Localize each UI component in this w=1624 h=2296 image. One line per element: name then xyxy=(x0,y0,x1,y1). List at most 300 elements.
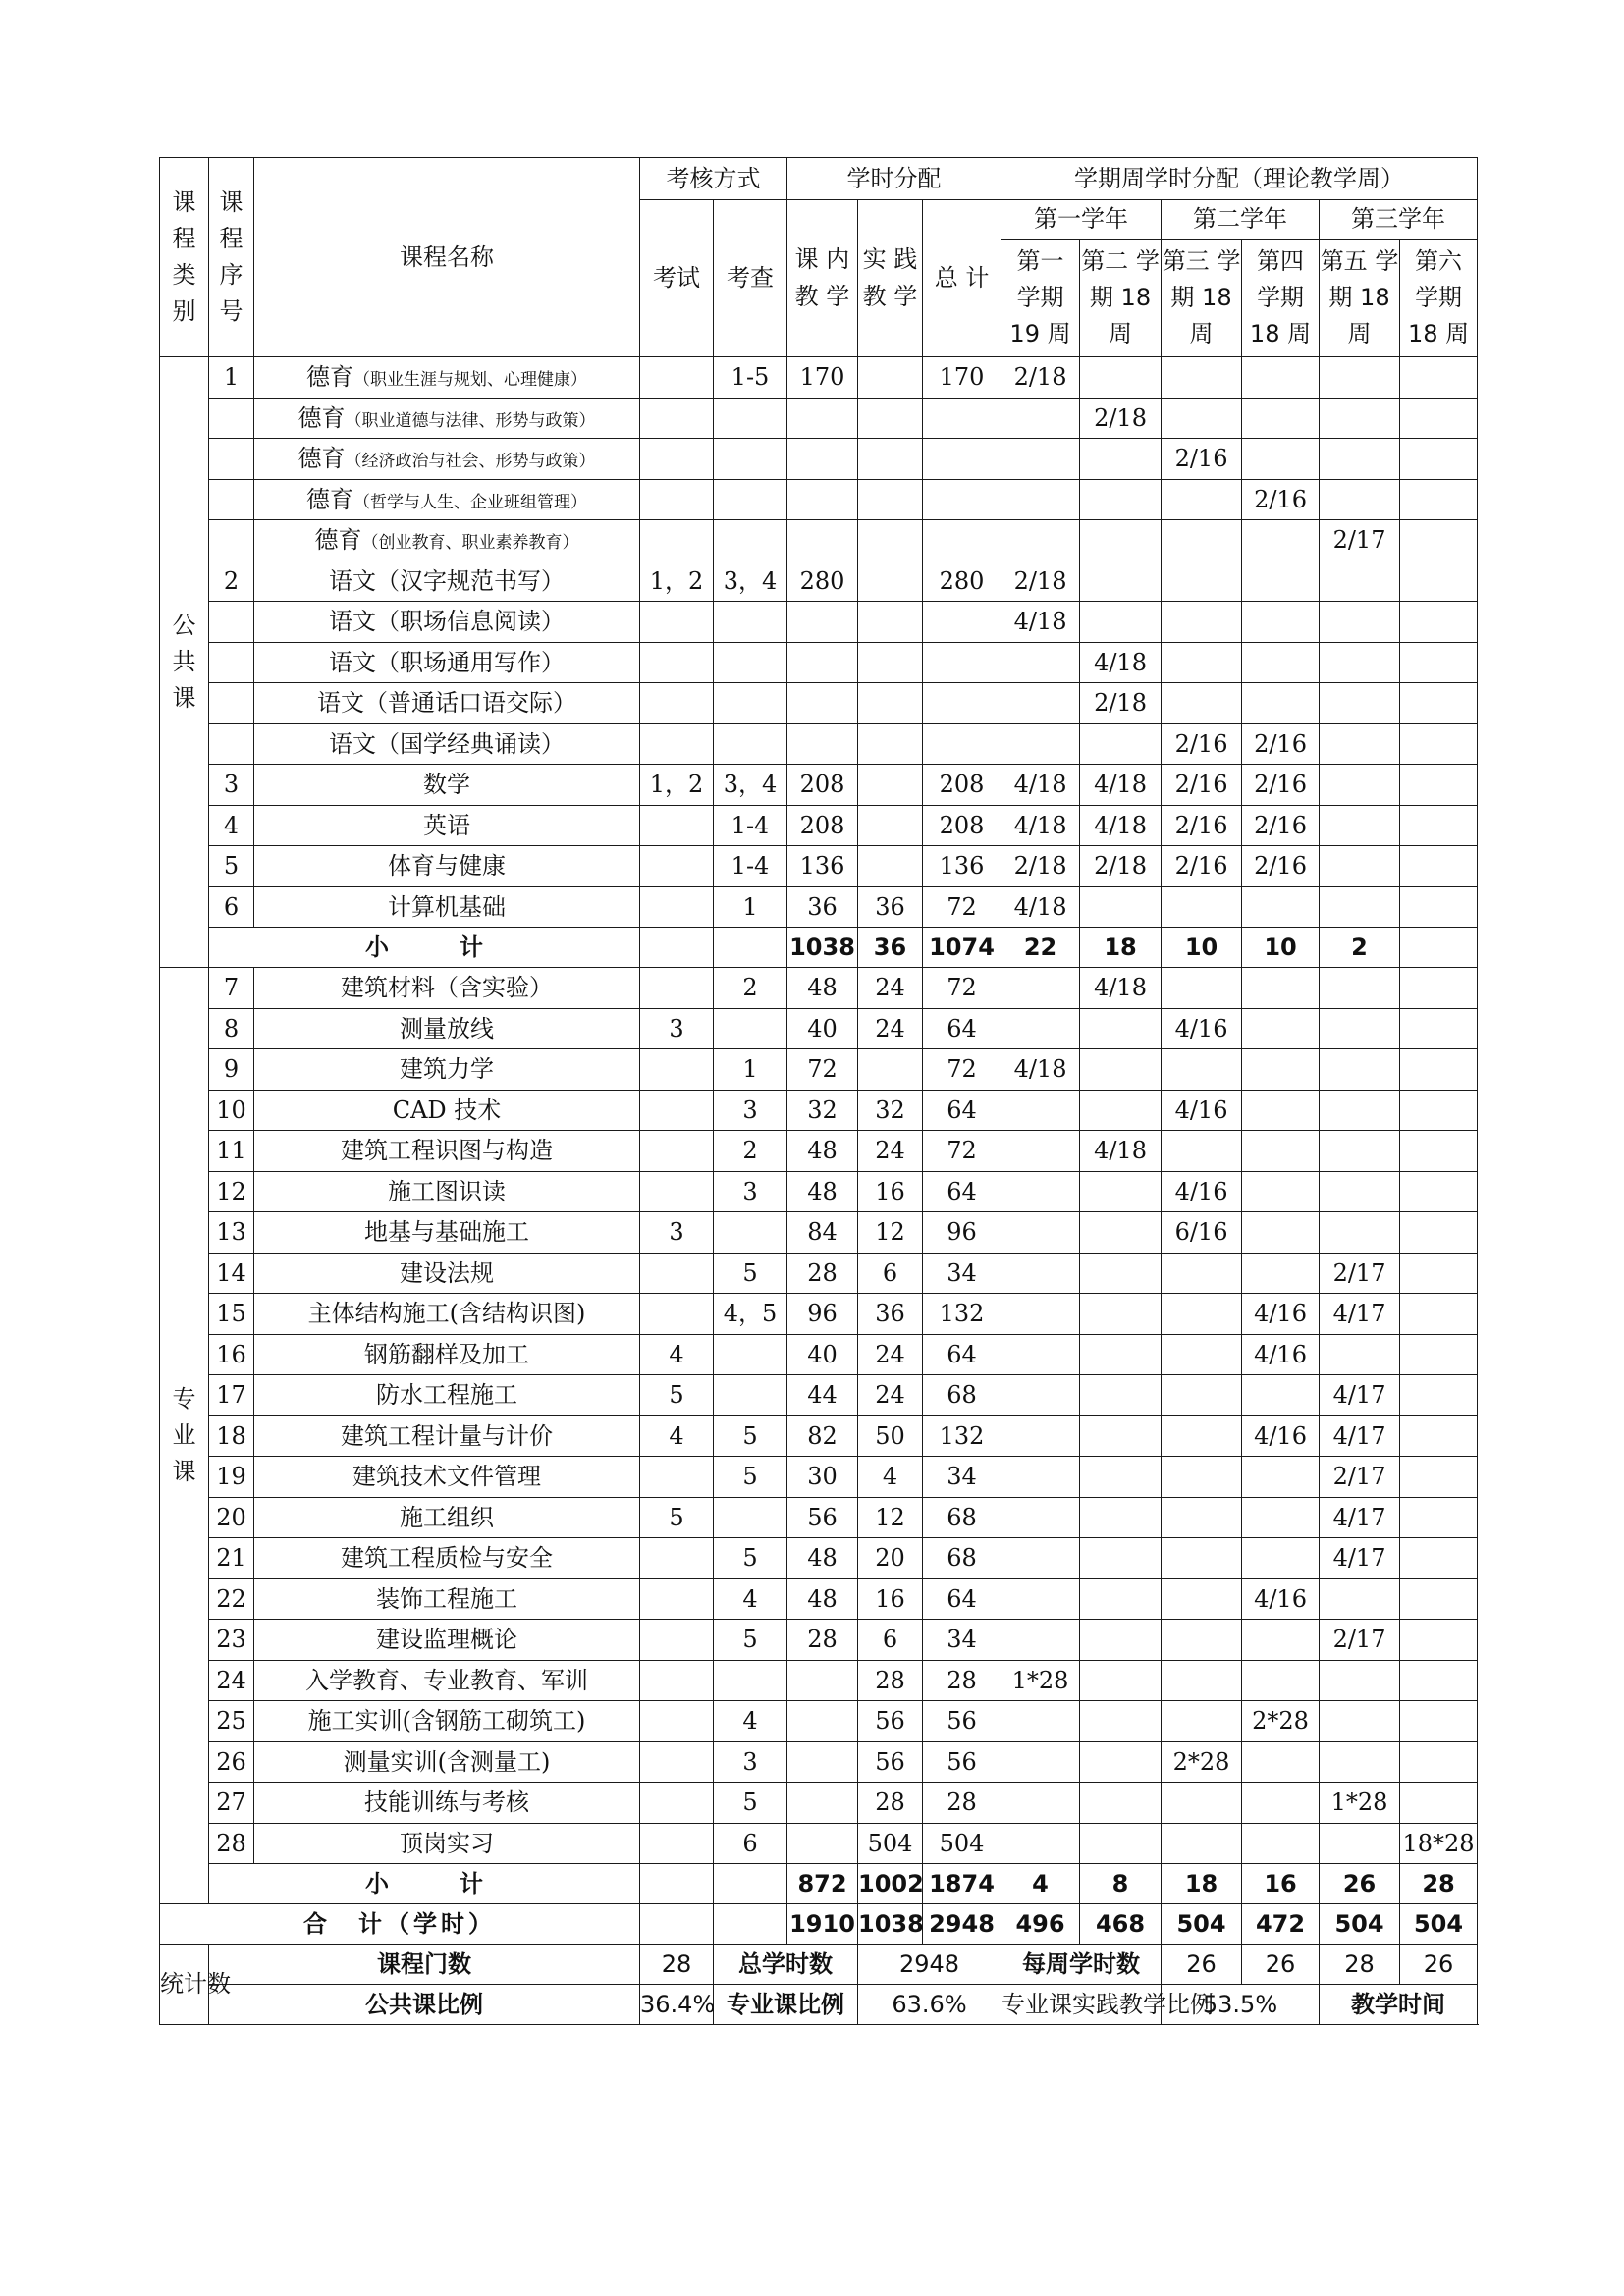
exam-term xyxy=(640,968,714,1009)
term-4-hours: 2/16 xyxy=(1242,846,1320,887)
subtotal-exam xyxy=(640,928,714,968)
practice-hours xyxy=(858,398,923,439)
term-3-hours xyxy=(1162,1823,1242,1864)
term-2-hours: 4/18 xyxy=(1080,805,1162,846)
weekly-hours-term-3: 28 xyxy=(1320,1945,1400,1985)
table-row xyxy=(160,1334,1478,1375)
stats-row-2 xyxy=(160,1985,1478,2025)
exam-term xyxy=(640,1823,714,1864)
exam-term xyxy=(640,1131,714,1172)
term-3-hours: 2/16 xyxy=(1162,723,1242,765)
subtotal-exam xyxy=(640,1864,714,1904)
course-name-main: 建筑工程识图与构造 xyxy=(341,1137,553,1165)
term-3-hours xyxy=(1162,642,1242,683)
total-hours: 170 xyxy=(923,357,1001,399)
course-name-main: 建设法规 xyxy=(400,1258,494,1287)
practice-hours xyxy=(858,683,923,724)
term-6-hours xyxy=(1400,723,1478,765)
term-1-hours xyxy=(1001,642,1080,683)
grand-total-term-6: 504 xyxy=(1400,1904,1478,1945)
check-term: 4 xyxy=(714,1701,787,1742)
course-name xyxy=(254,1538,640,1579)
term-1-hours xyxy=(1001,1294,1080,1335)
course-name xyxy=(254,1415,640,1457)
term-4-hours: 2/16 xyxy=(1242,723,1320,765)
term-2-hours: 4/18 xyxy=(1080,968,1162,1009)
exam-term xyxy=(640,520,714,561)
grand-total-row xyxy=(160,1904,1478,1945)
course-seq xyxy=(209,439,254,480)
practice-hours xyxy=(858,1049,923,1091)
term-6-hours xyxy=(1400,1212,1478,1254)
subtotal-term-5: 26 xyxy=(1320,1864,1400,1904)
table-row xyxy=(160,1660,1478,1701)
practice-hours: 24 xyxy=(858,1334,923,1375)
course-name-main: 建设监理概论 xyxy=(376,1626,517,1654)
term-1-hours: 4/18 xyxy=(1001,765,1080,806)
term-2-hours xyxy=(1080,1415,1162,1457)
course-name xyxy=(254,1823,640,1864)
term-2-hours xyxy=(1080,1294,1162,1335)
course-name xyxy=(254,439,640,480)
in-class-hours: 28 xyxy=(787,1620,858,1661)
practice-hours: 12 xyxy=(858,1212,923,1254)
total-hours: 132 xyxy=(923,1294,1001,1335)
exam-term xyxy=(640,683,714,724)
header-year-1: 第一学年 xyxy=(1001,200,1162,240)
term-6-hours xyxy=(1400,1090,1478,1131)
term-2-hours xyxy=(1080,1578,1162,1620)
header-term-2: 第二 学期 18 周 xyxy=(1080,240,1162,357)
table-row xyxy=(160,805,1478,846)
course-name xyxy=(254,1294,640,1335)
course-name-main: 钢筋翻样及加工 xyxy=(364,1340,529,1368)
term-3-hours: 2/16 xyxy=(1162,846,1242,887)
term-4-hours xyxy=(1242,1538,1320,1579)
term-4-hours xyxy=(1242,439,1320,480)
term-5-hours xyxy=(1320,642,1400,683)
term-5-hours xyxy=(1320,886,1400,928)
term-6-hours xyxy=(1400,1660,1478,1701)
check-term xyxy=(714,520,787,561)
course-name xyxy=(254,968,640,1009)
total-hours: 34 xyxy=(923,1253,1001,1294)
term-4-hours: 2/16 xyxy=(1242,805,1320,846)
term-6-hours xyxy=(1400,1253,1478,1294)
practice-hours: 28 xyxy=(858,1783,923,1824)
course-seq xyxy=(209,602,254,643)
subtotal-term-4: 10 xyxy=(1242,928,1320,968)
term-3-hours xyxy=(1162,520,1242,561)
header-hours-alloc: 学时分配 xyxy=(787,158,1001,200)
term-6-hours xyxy=(1400,357,1478,399)
term-3-hours: 4/16 xyxy=(1162,1090,1242,1131)
course-name xyxy=(254,1375,640,1416)
term-2-hours xyxy=(1080,1701,1162,1742)
exam-term xyxy=(640,398,714,439)
term-1-hours: 4/18 xyxy=(1001,1049,1080,1091)
term-3-hours: 2/16 xyxy=(1162,805,1242,846)
term-5-hours xyxy=(1320,357,1400,399)
course-seq: 19 xyxy=(209,1457,254,1498)
subtotal-check xyxy=(714,1864,787,1904)
course-name-main: 英语 xyxy=(423,811,470,839)
term-6-hours xyxy=(1400,1171,1478,1212)
subtotal-practice: 36 xyxy=(858,928,923,968)
course-seq xyxy=(209,683,254,724)
grand-total-term-4: 472 xyxy=(1242,1904,1320,1945)
total-hours xyxy=(923,398,1001,439)
practice-hours: 56 xyxy=(858,1701,923,1742)
subtotal-term-1: 4 xyxy=(1001,1864,1080,1904)
term-6-hours xyxy=(1400,1538,1478,1579)
term-5-hours xyxy=(1320,805,1400,846)
check-term: 4 xyxy=(714,1578,787,1620)
table-row xyxy=(160,1008,1478,1049)
term-2-hours xyxy=(1080,1741,1162,1783)
term-6-hours xyxy=(1400,602,1478,643)
practice-hours xyxy=(858,561,923,602)
header-seq: 课 程 序 号 xyxy=(209,158,254,357)
course-name xyxy=(254,1212,640,1254)
in-class-hours: 36 xyxy=(787,886,858,928)
practice-hours: 20 xyxy=(858,1538,923,1579)
course-seq: 4 xyxy=(209,805,254,846)
course-name-detail: （职业道德与法律、形势与政策） xyxy=(345,410,596,431)
course-name xyxy=(254,642,640,683)
in-class-hours xyxy=(787,398,858,439)
course-name xyxy=(254,561,640,602)
in-class-hours xyxy=(787,1660,858,1701)
course-name-main: 语文（普通话口语交际） xyxy=(317,689,576,718)
term-6-hours xyxy=(1400,1578,1478,1620)
term-2-hours xyxy=(1080,723,1162,765)
total-hours: 280 xyxy=(923,561,1001,602)
term-5-hours: 1*28 xyxy=(1320,1783,1400,1824)
term-1-hours xyxy=(1001,1415,1080,1457)
term-5-hours xyxy=(1320,765,1400,806)
term-5-hours xyxy=(1320,439,1400,480)
in-class-hours: 56 xyxy=(787,1497,858,1538)
course-name xyxy=(254,1253,640,1294)
major-ratio-value: 63.6% xyxy=(858,1985,1001,2025)
course-seq: 5 xyxy=(209,846,254,887)
practice-hours: 4 xyxy=(858,1457,923,1498)
term-4-hours: 4/16 xyxy=(1242,1334,1320,1375)
term-3-hours: 2*28 xyxy=(1162,1741,1242,1783)
course-seq: 11 xyxy=(209,1131,254,1172)
practice-hours: 6 xyxy=(858,1620,923,1661)
term-1-hours xyxy=(1001,683,1080,724)
total-hours: 72 xyxy=(923,968,1001,1009)
term-1-hours xyxy=(1001,1701,1080,1742)
term-3-hours xyxy=(1162,968,1242,1009)
term-6-hours xyxy=(1400,561,1478,602)
table-row xyxy=(160,1090,1478,1131)
term-1-hours: 2/18 xyxy=(1001,846,1080,887)
subtotal-check xyxy=(714,928,787,968)
term-5-hours xyxy=(1320,846,1400,887)
course-seq: 14 xyxy=(209,1253,254,1294)
check-term: 3 xyxy=(714,1090,787,1131)
term-5-hours: 4/17 xyxy=(1320,1294,1400,1335)
practice-hours xyxy=(858,602,923,643)
table-row xyxy=(160,1741,1478,1783)
term-1-hours xyxy=(1001,479,1080,520)
term-1-hours xyxy=(1001,1090,1080,1131)
course-seq: 28 xyxy=(209,1823,254,1864)
term-6-hours xyxy=(1400,520,1478,561)
course-name-main: 施工组织 xyxy=(400,1503,494,1531)
term-5-hours xyxy=(1320,723,1400,765)
term-6-hours xyxy=(1400,1741,1478,1783)
table-row xyxy=(160,1620,1478,1661)
term-6-hours xyxy=(1400,683,1478,724)
table-row xyxy=(160,968,1478,1009)
term-5-hours xyxy=(1320,398,1400,439)
course-seq xyxy=(209,479,254,520)
total-hours: 132 xyxy=(923,1415,1001,1457)
course-seq: 9 xyxy=(209,1049,254,1091)
term-1-hours xyxy=(1001,1741,1080,1783)
check-term: 3，4 xyxy=(714,561,787,602)
course-count-label: 课程门数 xyxy=(209,1945,640,1985)
in-class-hours: 48 xyxy=(787,1538,858,1579)
course-count-value: 28 xyxy=(640,1945,714,1985)
in-class-hours: 44 xyxy=(787,1375,858,1416)
table-row xyxy=(160,1212,1478,1254)
grand-total-term-2: 468 xyxy=(1080,1904,1162,1945)
subtotal-term-3: 18 xyxy=(1162,1864,1242,1904)
in-class-hours: 40 xyxy=(787,1334,858,1375)
subtotal-row xyxy=(160,928,1478,968)
exam-term xyxy=(640,1090,714,1131)
total-hours: 64 xyxy=(923,1334,1001,1375)
term-6-hours xyxy=(1400,765,1478,806)
exam-term: 3 xyxy=(640,1008,714,1049)
table-row xyxy=(160,398,1478,439)
course-name-main: 语文（职场信息阅读） xyxy=(329,608,565,636)
course-name xyxy=(254,398,640,439)
check-term xyxy=(714,398,787,439)
course-seq: 17 xyxy=(209,1375,254,1416)
check-term xyxy=(714,1008,787,1049)
check-term xyxy=(714,1660,787,1701)
grand-total-label: 合 计（学时） xyxy=(160,1904,640,1945)
course-seq: 27 xyxy=(209,1783,254,1824)
exam-term xyxy=(640,479,714,520)
total-hours: 64 xyxy=(923,1171,1001,1212)
exam-term: 3 xyxy=(640,1212,714,1254)
stats-row-1 xyxy=(160,1945,1478,1985)
term-3-hours xyxy=(1162,357,1242,399)
practice-hours: 50 xyxy=(858,1415,923,1457)
term-1-hours xyxy=(1001,398,1080,439)
table-row xyxy=(160,1457,1478,1498)
check-term xyxy=(714,479,787,520)
term-3-hours xyxy=(1162,1294,1242,1335)
table-row xyxy=(160,1415,1478,1457)
course-name xyxy=(254,723,640,765)
table-row xyxy=(160,1823,1478,1864)
term-4-hours xyxy=(1242,1212,1320,1254)
in-class-hours: 82 xyxy=(787,1415,858,1457)
total-hours-value: 2948 xyxy=(858,1945,1001,1985)
subtotal-in-class: 1038 xyxy=(787,928,858,968)
course-seq: 3 xyxy=(209,765,254,806)
total-hours: 28 xyxy=(923,1660,1001,1701)
header-check: 考查 xyxy=(714,200,787,357)
course-name-main: 语文（职场通用写作） xyxy=(329,648,565,676)
table-row xyxy=(160,1253,1478,1294)
check-term: 1-4 xyxy=(714,805,787,846)
term-3-hours xyxy=(1162,1660,1242,1701)
table-row xyxy=(160,1294,1478,1335)
check-term xyxy=(714,1212,787,1254)
course-name-main: 顶岗实习 xyxy=(400,1829,494,1857)
course-seq xyxy=(209,520,254,561)
term-2-hours xyxy=(1080,1538,1162,1579)
grand-total-in-class: 1910 xyxy=(787,1904,858,1945)
practice-hours: 16 xyxy=(858,1578,923,1620)
course-name xyxy=(254,1457,640,1498)
term-5-hours xyxy=(1320,1741,1400,1783)
check-term: 5 xyxy=(714,1415,787,1457)
total-hours: 68 xyxy=(923,1538,1001,1579)
term-4-hours xyxy=(1242,1783,1320,1824)
term-6-hours xyxy=(1400,1008,1478,1049)
practice-hours: 16 xyxy=(858,1171,923,1212)
check-term: 3，4 xyxy=(714,765,787,806)
course-seq: 13 xyxy=(209,1212,254,1254)
check-term: 1-5 xyxy=(714,357,787,399)
practice-ratio-value: 53.5% xyxy=(1162,1985,1320,2025)
check-term: 3 xyxy=(714,1741,787,1783)
term-3-hours: 6/16 xyxy=(1162,1212,1242,1254)
total-hours: 208 xyxy=(923,805,1001,846)
term-2-hours xyxy=(1080,479,1162,520)
practice-hours: 504 xyxy=(858,1823,923,1864)
exam-term xyxy=(640,602,714,643)
course-name xyxy=(254,1620,640,1661)
course-name xyxy=(254,1660,640,1701)
term-2-hours xyxy=(1080,1375,1162,1416)
exam-term: 5 xyxy=(640,1375,714,1416)
practice-hours: 36 xyxy=(858,886,923,928)
header-course-name: 课程名称 xyxy=(254,158,640,357)
in-class-hours: 28 xyxy=(787,1253,858,1294)
term-6-hours xyxy=(1400,479,1478,520)
total-hours xyxy=(923,602,1001,643)
term-3-hours: 2/16 xyxy=(1162,765,1242,806)
course-name-main: 计算机基础 xyxy=(388,892,506,921)
term-6-hours xyxy=(1400,1049,1478,1091)
table-row xyxy=(160,1375,1478,1416)
term-5-hours: 2/17 xyxy=(1320,1457,1400,1498)
subtotal-term-4: 16 xyxy=(1242,1864,1320,1904)
table-row xyxy=(160,642,1478,683)
course-name-main: 体育与健康 xyxy=(388,852,506,881)
check-term xyxy=(714,642,787,683)
term-4-hours xyxy=(1242,561,1320,602)
in-class-hours: 208 xyxy=(787,765,858,806)
check-term: 5 xyxy=(714,1783,787,1824)
course-name-main: 地基与基础施工 xyxy=(364,1218,529,1247)
term-2-hours xyxy=(1080,1457,1162,1498)
term-1-hours xyxy=(1001,1823,1080,1864)
subtotal-in-class: 872 xyxy=(787,1864,858,1904)
in-class-hours xyxy=(787,683,858,724)
total-hours: 72 xyxy=(923,1131,1001,1172)
term-1-hours xyxy=(1001,1334,1080,1375)
course-name xyxy=(254,357,640,399)
check-term: 1 xyxy=(714,1049,787,1091)
check-term: 1 xyxy=(714,886,787,928)
practice-hours xyxy=(858,723,923,765)
course-name xyxy=(254,1171,640,1212)
term-3-hours xyxy=(1162,1253,1242,1294)
term-1-hours xyxy=(1001,520,1080,561)
term-6-hours xyxy=(1400,1783,1478,1824)
course-name-detail: （职业生涯与规划、心理健康） xyxy=(353,370,587,391)
course-seq xyxy=(209,723,254,765)
check-term xyxy=(714,439,787,480)
term-1-hours xyxy=(1001,1131,1080,1172)
term-1-hours: 2/18 xyxy=(1001,357,1080,399)
term-5-hours xyxy=(1320,1008,1400,1049)
table-row xyxy=(160,765,1478,806)
weekly-hours-term-4: 26 xyxy=(1400,1945,1478,1985)
subtotal-row xyxy=(160,1864,1478,1904)
term-6-hours xyxy=(1400,805,1478,846)
term-5-hours: 2/17 xyxy=(1320,1253,1400,1294)
term-3-hours xyxy=(1162,1701,1242,1742)
term-5-hours xyxy=(1320,1701,1400,1742)
term-2-hours: 4/18 xyxy=(1080,765,1162,806)
public-ratio-label: 公共课比例 xyxy=(209,1985,640,2025)
weekly-hours-term-2: 26 xyxy=(1242,1945,1320,1985)
term-4-hours xyxy=(1242,1090,1320,1131)
subtotal-practice: 1002 xyxy=(858,1864,923,1904)
term-1-hours: 4/18 xyxy=(1001,886,1080,928)
term-2-hours: 4/18 xyxy=(1080,642,1162,683)
exam-term: 1，2 xyxy=(640,765,714,806)
term-3-hours xyxy=(1162,1578,1242,1620)
course-name-main: CAD 技术 xyxy=(392,1095,502,1124)
term-5-hours xyxy=(1320,1131,1400,1172)
subtotal-term-6 xyxy=(1400,928,1478,968)
term-4-hours: 2/16 xyxy=(1242,479,1320,520)
practice-hours: 32 xyxy=(858,1090,923,1131)
course-name xyxy=(254,765,640,806)
term-1-hours xyxy=(1001,1375,1080,1416)
check-term xyxy=(714,1497,787,1538)
check-term xyxy=(714,602,787,643)
term-5-hours xyxy=(1320,968,1400,1009)
total-hours: 208 xyxy=(923,765,1001,806)
subtotal-total: 1874 xyxy=(923,1864,1001,1904)
exam-term xyxy=(640,1049,714,1091)
term-5-hours xyxy=(1320,1823,1400,1864)
term-6-hours xyxy=(1400,846,1478,887)
table-row xyxy=(160,439,1478,480)
course-seq: 2 xyxy=(209,561,254,602)
term-2-hours xyxy=(1080,1823,1162,1864)
table-row xyxy=(160,561,1478,602)
term-2-hours xyxy=(1080,561,1162,602)
header-practice: 实 践 教 学 xyxy=(858,200,923,357)
grand-total-term-3: 504 xyxy=(1162,1904,1242,1945)
